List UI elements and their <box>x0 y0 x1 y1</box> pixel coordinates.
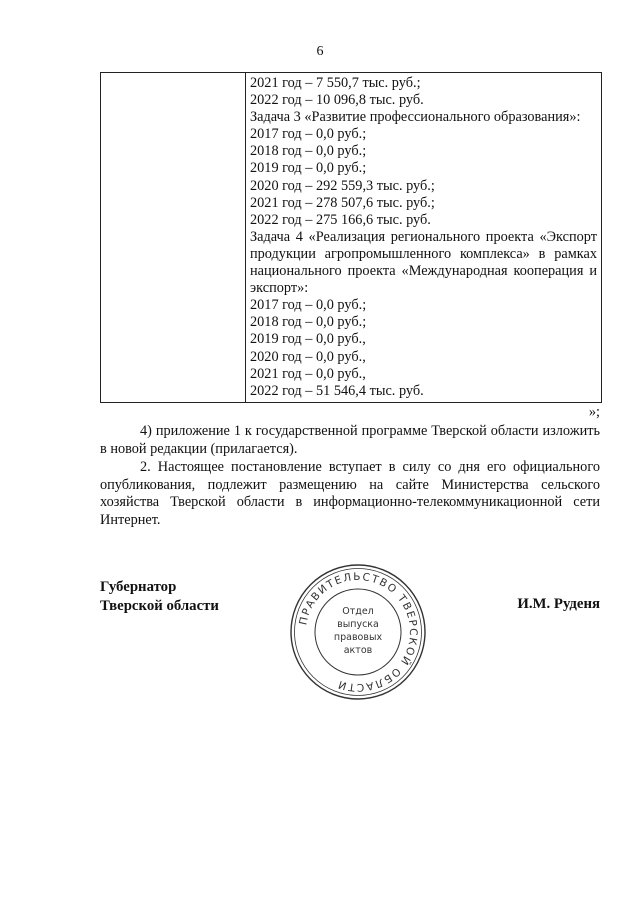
signatory-title-line: Губернатор <box>100 579 177 595</box>
stamp-center-line: Отдел <box>342 606 374 617</box>
table-line: 2022 год – 10 096,8 тыс. руб. <box>250 92 424 109</box>
table-line: 2021 год – 0,0 руб., <box>250 365 366 382</box>
table-line: 2022 год – 275 166,6 тыс. руб. <box>250 211 431 228</box>
table-line: 2020 год – 292 559,3 тыс. руб.; <box>250 177 435 194</box>
table-line: 2017 год – 0,0 руб.; <box>250 126 367 143</box>
table-line: 2021 год – 278 507,6 тыс. руб.; <box>250 194 435 211</box>
table-line: 2022 год – 51 546,4 тыс. руб. <box>250 382 424 399</box>
stamp-center-line: выпуска <box>337 619 379 630</box>
table-line: 2017 год – 0,0 руб.; <box>250 297 367 314</box>
paragraph-item-4: 4) приложение 1 к государственной программе Тверской области изложить в новой редакции (прилагается). <box>100 423 600 457</box>
funding-table <box>100 72 602 403</box>
table-line: 2021 год – 7 550,7 тыс. руб.; <box>250 75 421 91</box>
signatory-name: И.М. Руденя <box>517 596 600 612</box>
table-line: Задача 3 «Развитие профессионального образования»: <box>250 109 581 126</box>
signatory-title-line: Тверской области <box>100 598 219 614</box>
table-content-cell <box>246 73 602 403</box>
closing-quote: »; <box>588 404 600 420</box>
stamp-center-line: правовых <box>333 632 383 643</box>
table-line: 2019 год – 0,0 руб.; <box>250 160 367 177</box>
table-line: 2020 год – 0,0 руб., <box>250 348 366 365</box>
table-line: 2018 год – 0,0 руб.; <box>250 314 367 331</box>
page-number: 6 <box>316 44 324 59</box>
table-line: 2019 год – 0,0 руб., <box>250 331 366 348</box>
stamp-ring-text: ПРАВИТЕЛЬСТВО ТВЕРСКОЙ ОБЛАСТИ <box>297 570 420 694</box>
stamp-center-line: актов <box>343 645 373 656</box>
task4-text: Задача 4 «Реализация регионального проекта «Экспорт продукции агропромышленного комплекса» в рамках национального проекта «Международная кооперация и экспорт»: <box>250 228 597 297</box>
paragraph-item-2: 2. Настоящее постановление вступает в силу со дня его официального опубликования, подлежит размещению на сайте Министерства сельского хозяйства Тверской области в информационно-телекоммуникационной сети Интернет. <box>100 459 600 528</box>
table-empty-cell <box>101 73 246 403</box>
table-line: 2018 год – 0,0 руб.; <box>250 143 367 160</box>
official-stamp <box>288 562 428 702</box>
